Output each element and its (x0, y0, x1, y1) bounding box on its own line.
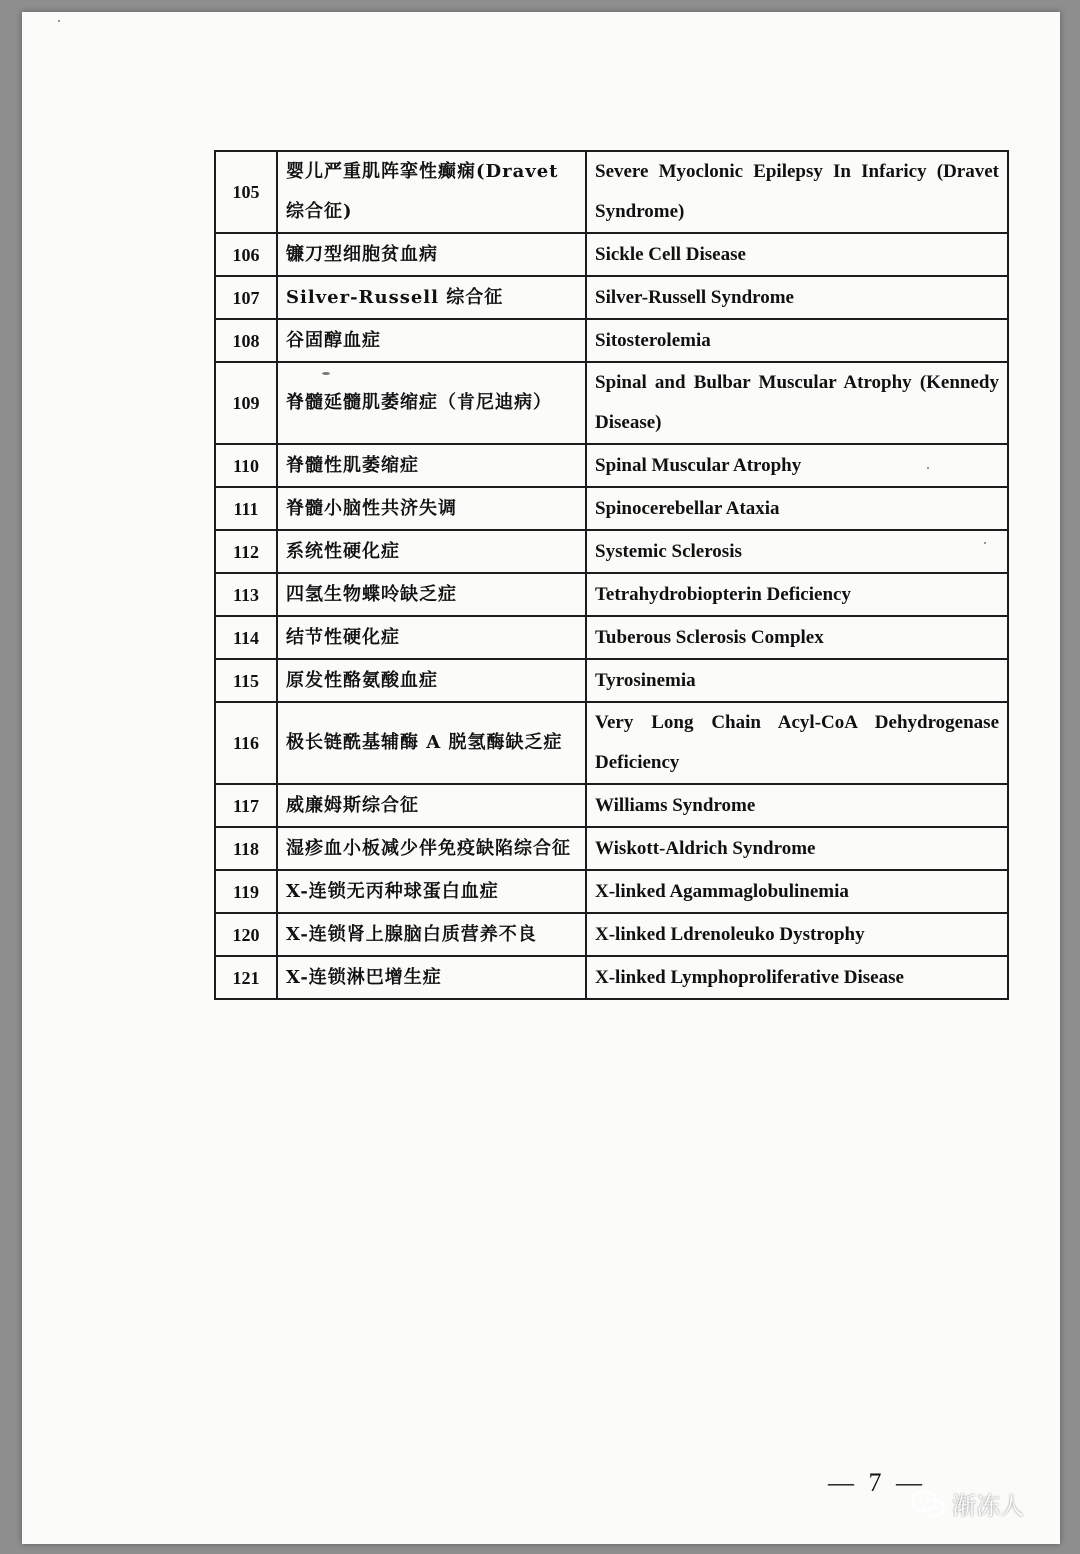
row-number: 110 (215, 444, 277, 487)
page-number: — 7 — (828, 1468, 926, 1497)
chinese-name: X-连锁无丙种球蛋白血症 (277, 870, 586, 913)
chinese-name: 四氢生物蝶呤缺乏症 (277, 573, 586, 616)
row-number: 117 (215, 784, 277, 827)
chinese-name: 脊髓小脑性共济失调 (277, 487, 586, 530)
english-name: Spinocerebellar Ataxia (586, 487, 1008, 530)
chinese-name: 婴儿严重肌阵挛性癫痫(Dravet 综合征) (277, 151, 586, 233)
document-page (22, 12, 1060, 1544)
english-name: Tyrosinemia (586, 659, 1008, 702)
table-row (215, 870, 1008, 913)
chinese-name: X-连锁肾上腺脑白质营养不良 (277, 913, 586, 956)
table-row (215, 444, 1008, 487)
scan-speck (927, 467, 929, 469)
table-row (215, 659, 1008, 702)
chinese-name: 脊髓延髓肌萎缩症（肯尼迪病） (277, 362, 586, 444)
chinese-name: X-连锁淋巴增生症 (277, 956, 586, 999)
english-name: Very Long Chain Acyl-CoA Dehydrogenase Deficiency (586, 702, 1008, 784)
row-number: 105 (215, 151, 277, 233)
english-name: Systemic Sclerosis (586, 530, 1008, 573)
chinese-name: 镰刀型细胞贫血病 (277, 233, 586, 276)
table-row (215, 319, 1008, 362)
row-number: 115 (215, 659, 277, 702)
table-row (215, 827, 1008, 870)
row-number: 111 (215, 487, 277, 530)
english-name: Severe Myoclonic Epilepsy In Infaricy (Dravet Syndrome) (586, 151, 1008, 233)
table-row (215, 616, 1008, 659)
table-row (215, 530, 1008, 573)
chinese-name: 原发性酪氨酸血症 (277, 659, 586, 702)
scan-speck (58, 20, 60, 22)
wechat-icon (910, 1489, 946, 1519)
table-row (215, 151, 1008, 233)
english-name: X-linked Agammaglobulinemia (586, 870, 1008, 913)
english-name: Sitosterolemia (586, 319, 1008, 362)
table-row (215, 913, 1008, 956)
english-name: Wiskott-Aldrich Syndrome (586, 827, 1008, 870)
row-number: 113 (215, 573, 277, 616)
chinese-name: Silver-Russell 综合征 (277, 276, 586, 319)
scan-speck (984, 542, 986, 544)
table-row (215, 573, 1008, 616)
chinese-name: 脊髓性肌萎缩症 (277, 444, 586, 487)
watermark-text: 渐冻人 (952, 1492, 1024, 1520)
row-number: 109 (215, 362, 277, 444)
chinese-name: 谷固醇血症 (277, 319, 586, 362)
scan-speck (322, 372, 330, 375)
row-number: 108 (215, 319, 277, 362)
row-number: 119 (215, 870, 277, 913)
chinese-name: 系统性硬化症 (277, 530, 586, 573)
row-number: 106 (215, 233, 277, 276)
chinese-name: 威廉姆斯综合征 (277, 784, 586, 827)
english-name: Tuberous Sclerosis Complex (586, 616, 1008, 659)
english-name: Spinal Muscular Atrophy (586, 444, 1008, 487)
row-number: 107 (215, 276, 277, 319)
table-row (215, 276, 1008, 319)
table-row (215, 487, 1008, 530)
table-row (215, 233, 1008, 276)
english-name: X-linked Ldrenoleuko Dystrophy (586, 913, 1008, 956)
table-row (215, 956, 1008, 999)
row-number: 112 (215, 530, 277, 573)
english-name: X-linked Lymphoproliferative Disease (586, 956, 1008, 999)
english-name: Sickle Cell Disease (586, 233, 1008, 276)
row-number: 121 (215, 956, 277, 999)
table-row (215, 362, 1008, 444)
english-name: Williams Syndrome (586, 784, 1008, 827)
table-row (215, 702, 1008, 784)
row-number: 114 (215, 616, 277, 659)
row-number: 116 (215, 702, 277, 784)
chinese-name: 极长链酰基辅酶 A 脱氢酶缺乏症 (277, 702, 586, 784)
row-number: 118 (215, 827, 277, 870)
english-name: Tetrahydrobiopterin Deficiency (586, 573, 1008, 616)
rare-disease-table (214, 150, 1009, 1000)
english-name: Spinal and Bulbar Muscular Atrophy (Kennedy Disease) (586, 362, 1008, 444)
table-row (215, 784, 1008, 827)
english-name: Silver-Russell Syndrome (586, 276, 1008, 319)
chinese-name: 结节性硬化症 (277, 616, 586, 659)
chinese-name: 湿疹血小板减少伴免疫缺陷综合征 (277, 827, 586, 870)
watermark (910, 1486, 1024, 1521)
row-number: 120 (215, 913, 277, 956)
